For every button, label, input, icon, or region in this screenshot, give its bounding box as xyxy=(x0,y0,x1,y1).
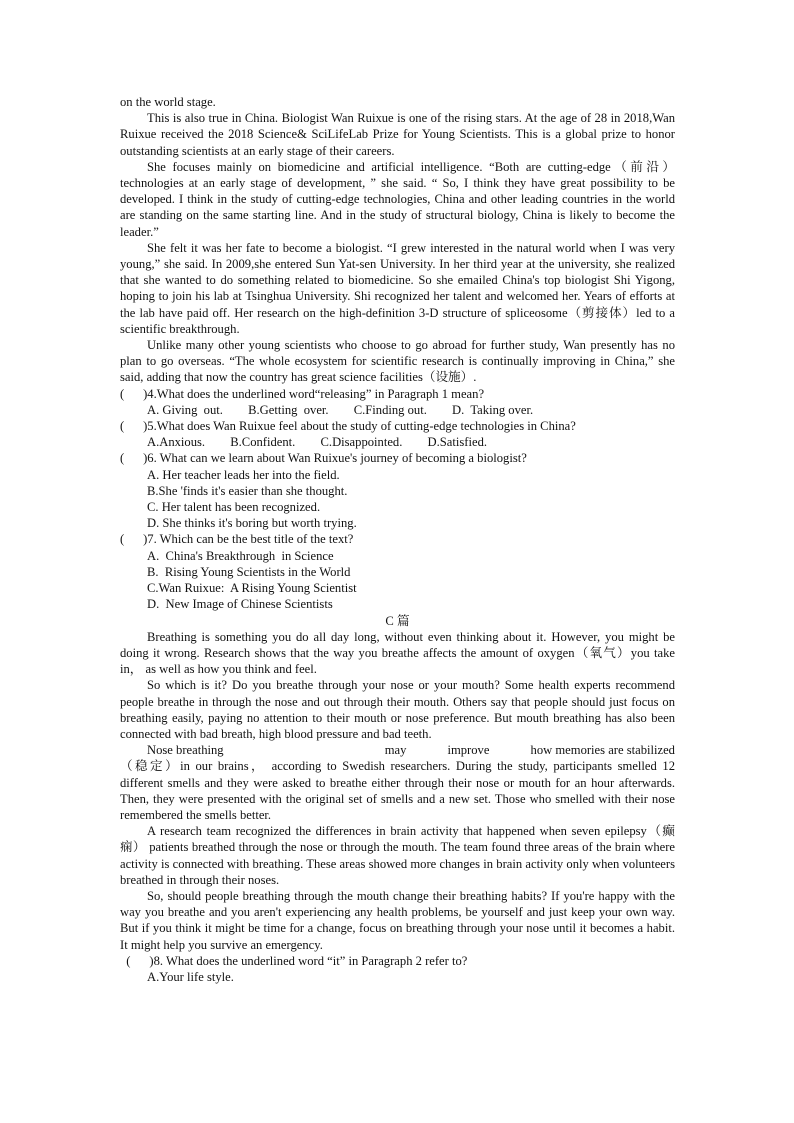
option-b: B.She 'finds it's easier than she thought. xyxy=(147,483,348,498)
word: how memories are stabilized xyxy=(530,743,675,758)
question-stem: ( )7. Which can be the best title of the text? xyxy=(120,532,354,547)
word: Nose breathing xyxy=(147,743,224,758)
paragraph: So which is it? Do you breathe through your nose or your mouth? Some health experts recommend people breathe in through the nose and out through their mouth. Others say that people should just focus on breathing easily, paying no attention to their mouth or nose preference. But mouth breathing has also been connected with bad breath, high blood pressure and bad teeth. xyxy=(120,678,675,741)
question-5 xyxy=(120,418,675,450)
word: improve xyxy=(447,743,490,758)
option-a: A.Your life style. xyxy=(147,969,234,984)
question-stem: ( )8. What does the underlined word “it” in Paragraph 2 refer to? xyxy=(120,953,468,968)
question-6 xyxy=(120,450,675,531)
question-4 xyxy=(120,386,675,418)
question-7 xyxy=(120,531,675,612)
section-title: C 篇 xyxy=(385,613,410,628)
question-8 xyxy=(120,953,675,985)
option-a: A. Her teacher leads her into the field. xyxy=(147,467,340,482)
paragraph: （稳定）in our brains， according to Swedish researchers. During the study, participants smelled 12 different smells and they were asked to breathe either through their nose or mouth for an hour afterwards. Then, they were presented with the original set of smells and a new set. Those who smelled with their nose remembered the smells better. xyxy=(120,759,675,822)
document-page xyxy=(120,94,675,985)
option-c: C.Wan Ruixue: A Rising Young Scientist xyxy=(147,581,357,596)
option-d: D. She thinks it's boring but worth trying. xyxy=(147,516,357,531)
paragraph: So, should people breathing through the mouth change their breathing habits? If you're happy with the way you breathe and you aren't experiencing any health problems, be yourself and just keep your own way. But if you think it might be time for a change, focus on breathing through your nose until it becomes a habit. It might help you survive an emergency. xyxy=(120,888,675,952)
option-d: D. New Image of Chinese Scientists xyxy=(147,597,333,612)
paragraph: on the world stage. xyxy=(120,95,216,109)
paragraph: Breathing is something you do all day long, without even thinking about it. However, you might be doing it wrong. Research shows that the way you breathe affects the amount of oxygen（氧气）you take in， as well as how you think and feel. xyxy=(120,629,675,677)
paragraph: She felt it was her fate to become a biologist. “I grew interested in the natural world when I was very young,” she said. In 2009,she entered Sun Yat-sen University. In her third year at the university, she realized that she wanted to do something related to biomedicine. So she emailed China's top biologist Shi Yigong, hoping to join his lab at Tsinghua University. Shi recognized her talent and welcomed her. Years of efforts at the lab have paid off. Her research on the high-definition 3-D structure of spliceosome（剪接体）led to a scientific breakthrough. xyxy=(120,240,675,336)
question-stem: ( )5.What does Wan Ruixue feel about the study of cutting-edge technologies in China? xyxy=(120,419,576,434)
question-options: A. Giving out. B.Getting over. C.Finding out. D. Taking over. xyxy=(147,402,534,417)
option-a: A. China's Breakthrough in Science xyxy=(147,548,334,563)
option-b: B. Rising Young Scientists in the World xyxy=(147,564,351,579)
question-stem: ( )6. What can we learn about Wan Ruixue's journey of becoming a biologist? xyxy=(120,451,527,466)
paragraph: A research team recognized the differences in brain activity that happened when seven epilepsy（癫痫） patients breathed through the nose or through the mouth. The team found three areas of the brain where activity is connected with breathing. These areas showed more changes in brain activity only when volunteers breathed in through their noses. xyxy=(120,824,675,887)
question-stem: ( )4.What does the underlined word“releasing” in Paragraph 1 mean? xyxy=(120,386,485,401)
paragraph: Unlike many other young scientists who choose to go abroad for further study, Wan presently has no plan to go overseas. “The whole ecosystem for scientific research is continually improving in China,” she said, adding that now the country has great science facilities（设施）. xyxy=(120,338,675,385)
paragraph: She focuses mainly on biomedicine and artificial intelligence. “Both are cutting-edge（前沿）technologies at an early stage of development, ” she said. “ So, I think they have great possibility to be developed. I think in the study of cutting-edge technologies, China and other leading countries in the world are standing on the same starting line. And in the study of structural biology, China is likely to become the leader.” xyxy=(120,159,675,239)
option-c: C. Her talent has been recognized. xyxy=(147,500,321,515)
paragraph-first-line xyxy=(120,742,675,758)
word: may xyxy=(384,743,407,758)
question-options: A.Anxious. B.Confident. C.Disappointed. D.Satisfied. xyxy=(147,435,488,450)
paragraph: This is also true in China. Biologist Wan Ruixue is one of the rising stars. At the age of 28 in 2018,Wan Ruixue received the 2018 Science& SciLifeLab Prize for Young Scientists. This is a global prize to honor outstanding scientists at an early stage of their careers. xyxy=(120,111,675,158)
